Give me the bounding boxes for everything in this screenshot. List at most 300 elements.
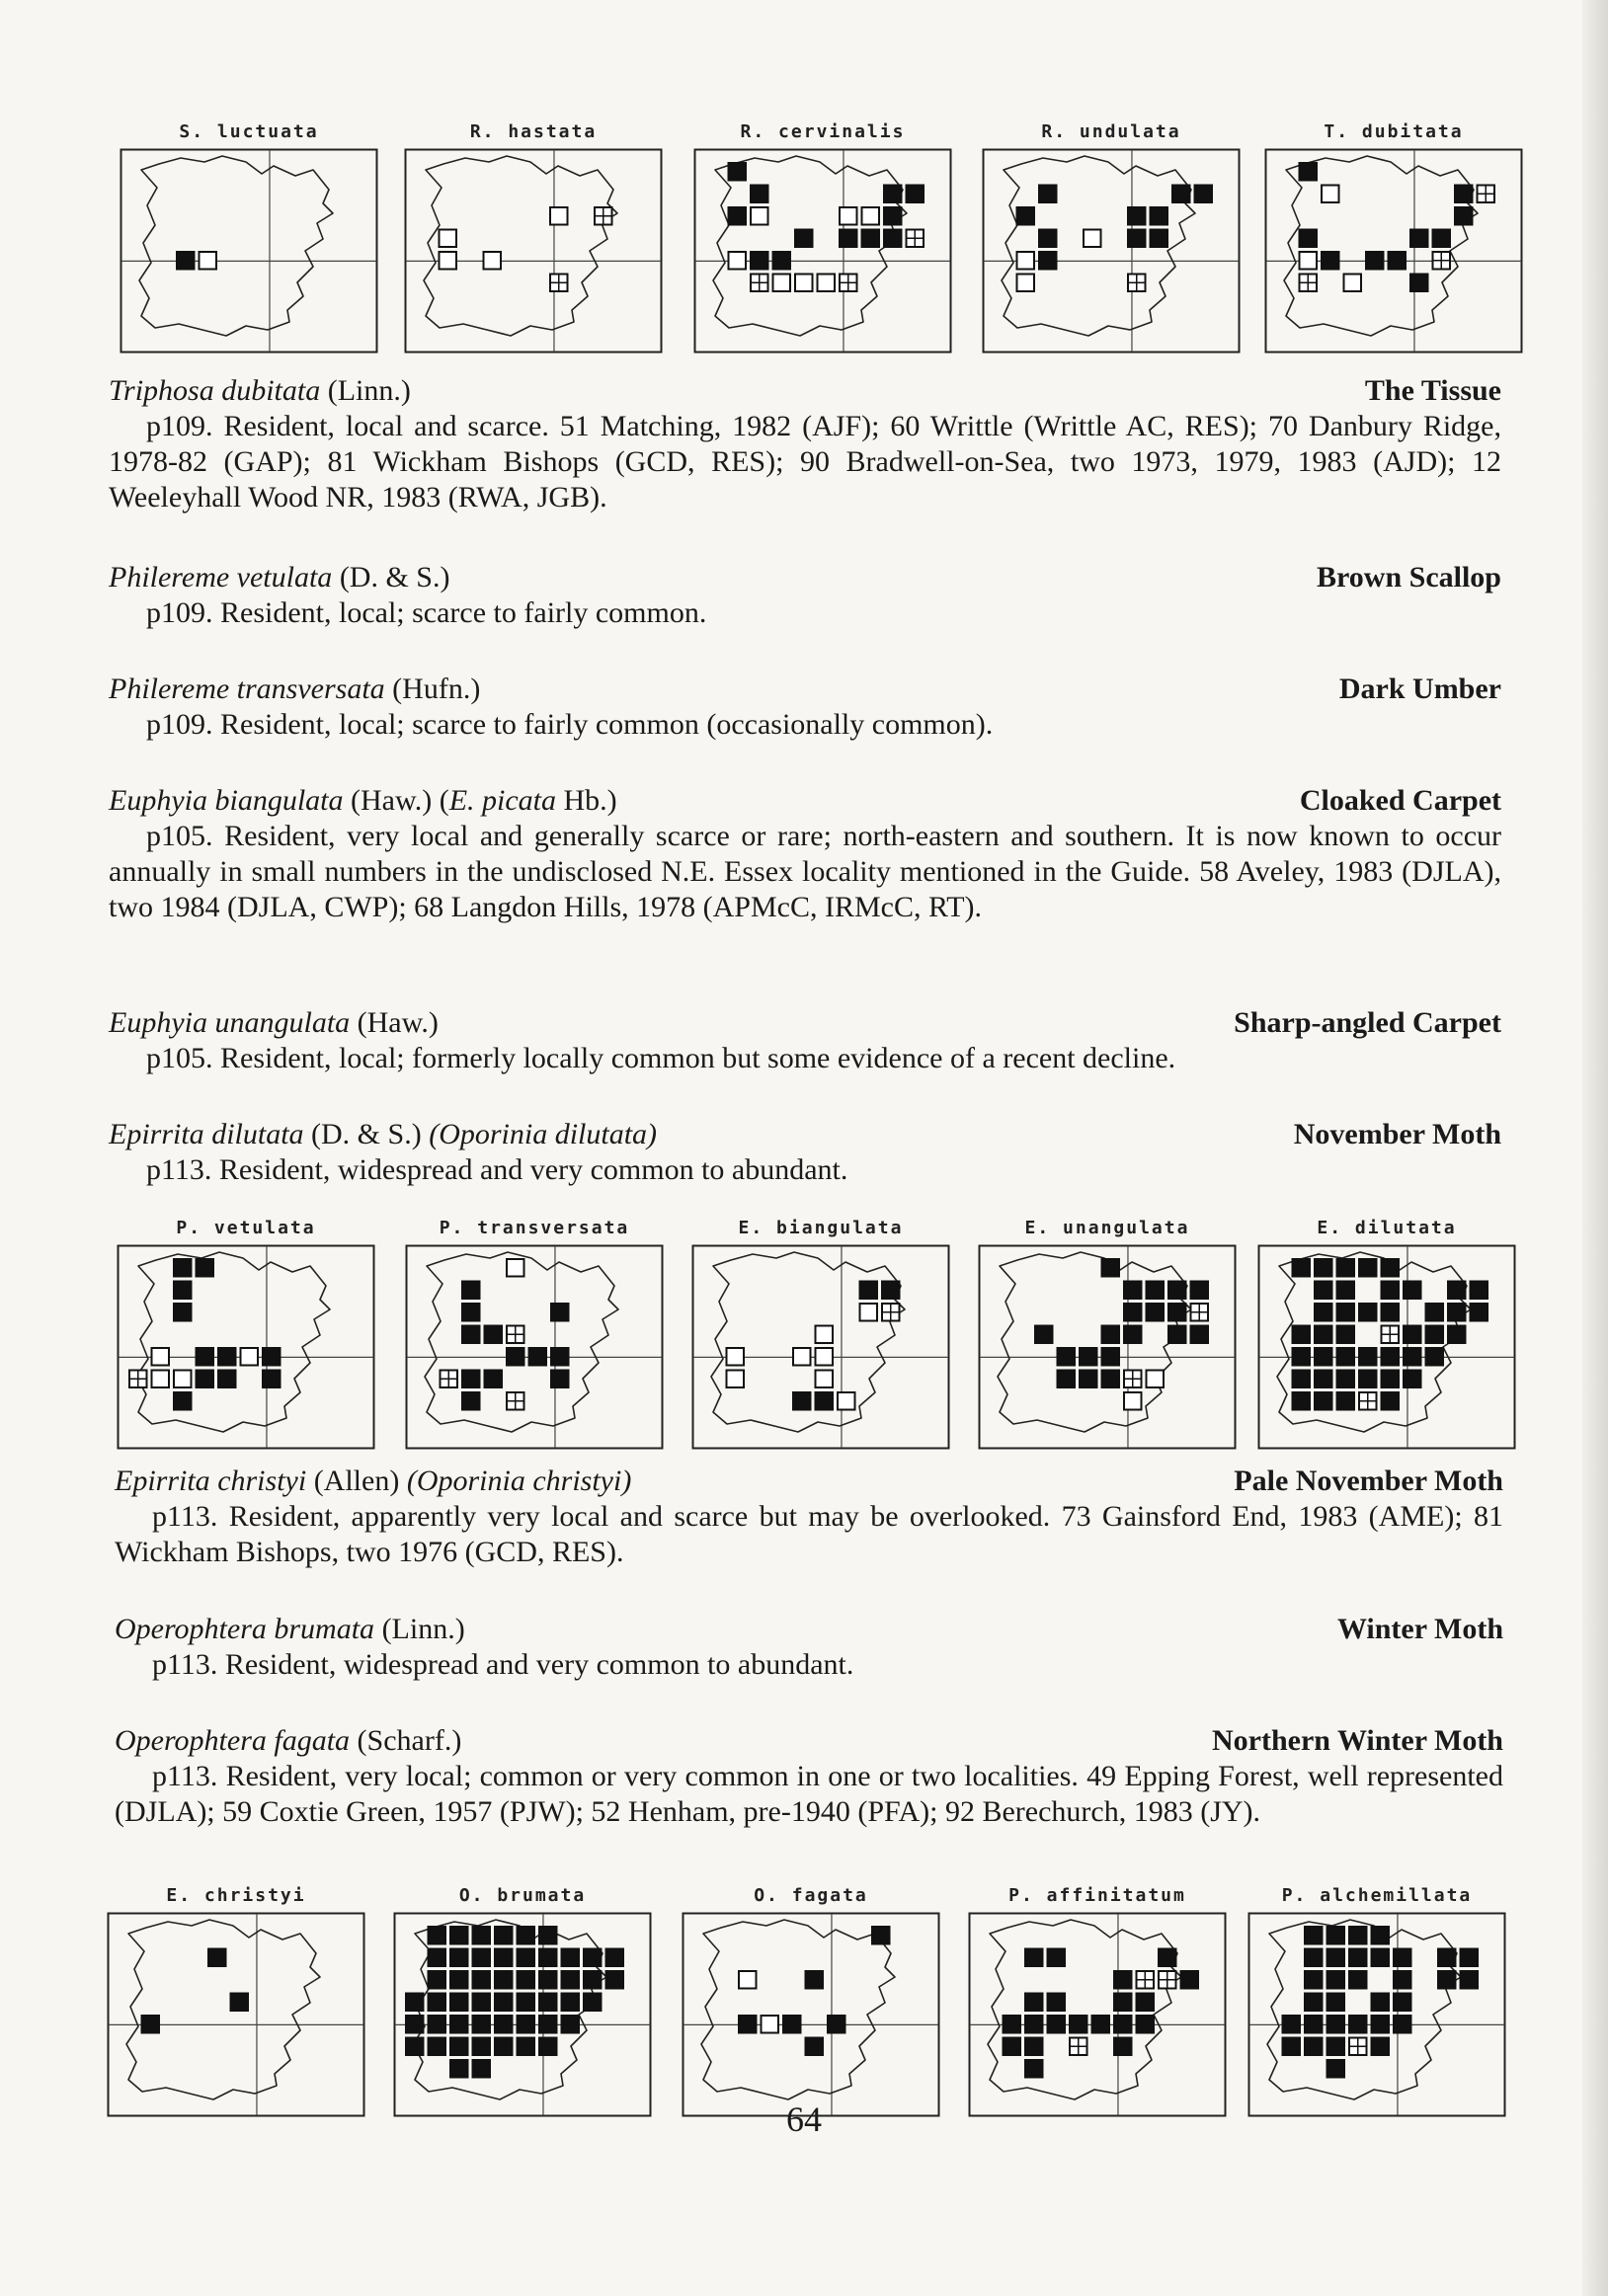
record-square-filled bbox=[1381, 1347, 1401, 1367]
distribution-map bbox=[1264, 120, 1523, 357]
record-square-filled bbox=[1348, 2015, 1368, 2034]
essex-map bbox=[404, 148, 663, 354]
record-square-open bbox=[1017, 252, 1035, 270]
authority: (Hufn.) bbox=[392, 673, 481, 705]
record-square-filled bbox=[1101, 1370, 1121, 1389]
record-square-open bbox=[1017, 275, 1035, 292]
record-square-filled bbox=[871, 1926, 891, 1945]
distribution-map bbox=[393, 1884, 652, 2121]
record-square-open bbox=[1300, 252, 1318, 270]
species: transversata bbox=[236, 673, 385, 705]
species: dubitata bbox=[221, 374, 321, 407]
record-square-filled bbox=[1003, 2015, 1022, 2034]
authority: (Haw.) bbox=[351, 784, 433, 817]
map-label: R. cervinalis bbox=[740, 121, 906, 142]
record-square-filled bbox=[484, 1325, 504, 1345]
record-square-filled bbox=[1321, 251, 1340, 271]
record-square-filled bbox=[1460, 1948, 1480, 1968]
genus: Euphyia bbox=[109, 784, 207, 817]
common-name: Pale November Moth bbox=[1234, 1465, 1503, 1497]
record-square-filled bbox=[883, 206, 903, 226]
record-square-open bbox=[818, 275, 836, 292]
synonym: (Oporinia dilutata) bbox=[429, 1118, 658, 1150]
species-entry bbox=[109, 1005, 1501, 1076]
record-square-filled bbox=[428, 1948, 447, 1968]
record-square-filled bbox=[1358, 1303, 1378, 1322]
record-square-filled bbox=[517, 1948, 536, 1968]
record-square-filled bbox=[1024, 2015, 1044, 2034]
record-square-filled bbox=[839, 229, 858, 249]
entry-text: p105. Resident, very local and generally scarce or rare; north-eastern and southern. It is now known to occur annually in small numbers in the undisclosed N.E. Essex locality mentioned in the Guide. 58 Aveley, 1983 (DJLA), two 1984 (DJLA, CWP); 68 Langdon Hills, 1978 (APMcC, IRMcC, RT). bbox=[109, 820, 1501, 923]
record-square-filled bbox=[472, 2037, 492, 2057]
distribution-map bbox=[968, 1884, 1227, 2121]
record-square-filled bbox=[1388, 251, 1407, 271]
scientific-name bbox=[115, 1723, 461, 1759]
record-square-filled bbox=[1327, 2059, 1346, 2079]
record-square-filled bbox=[1348, 1926, 1368, 1945]
record-square-filled bbox=[207, 1948, 227, 1968]
record-square-filled bbox=[1403, 1370, 1422, 1389]
record-square-filled bbox=[506, 1347, 525, 1367]
record-square-filled bbox=[1336, 1370, 1356, 1389]
record-square-open bbox=[739, 1971, 757, 1989]
map-label: P. alchemillata bbox=[1281, 1885, 1473, 1906]
common-name: Brown Scallop bbox=[1317, 561, 1501, 594]
record-square-filled bbox=[1393, 1993, 1412, 2013]
entry-text: p109. Resident, local and scarce. 51 Matching, 1982 (AJF); 60 Writtle (Writtle AC, RES); 70 Danbury Ridge, 1978-82 (GAP); 81 Wickham Bishops (GCD, RES); 90 Bradwell-on-Sea, two 1973, 1979, 1983 (AJD); 12 Weeleyhall Wood NR, 1983 (RWA, JGB). bbox=[109, 410, 1501, 514]
record-square-filled bbox=[428, 1926, 447, 1945]
record-square-filled bbox=[605, 1948, 625, 1968]
record-square-filled bbox=[772, 251, 792, 271]
distribution-map bbox=[1247, 1884, 1506, 2121]
record-square-filled bbox=[1101, 1325, 1121, 1345]
common-name: The Tissue bbox=[1364, 374, 1501, 407]
scientific-name bbox=[115, 1464, 631, 1499]
record-square-filled bbox=[1314, 1391, 1333, 1411]
map-label: R. hastata bbox=[469, 121, 598, 142]
record-square-open bbox=[484, 252, 502, 270]
record-square-open bbox=[729, 252, 747, 270]
record-square-filled bbox=[405, 1993, 425, 2013]
record-square-filled bbox=[1136, 2015, 1156, 2034]
species-entry bbox=[109, 560, 1501, 631]
essex-map bbox=[393, 1912, 652, 2117]
record-square-filled bbox=[1381, 1281, 1401, 1301]
scientific-name bbox=[109, 672, 480, 707]
record-square-filled bbox=[1409, 229, 1429, 249]
record-square-filled bbox=[1327, 2037, 1346, 2057]
record-square-filled bbox=[494, 1993, 514, 2013]
record-square-filled bbox=[517, 1970, 536, 1990]
record-square-filled bbox=[1336, 1281, 1356, 1301]
record-square-filled bbox=[1127, 206, 1147, 226]
record-square-filled bbox=[449, 2015, 469, 2034]
record-square-filled bbox=[1425, 1347, 1445, 1367]
record-square-filled bbox=[1409, 274, 1429, 293]
record-square-filled bbox=[538, 1970, 558, 1990]
essex-map bbox=[117, 1244, 375, 1450]
record-square-filled bbox=[738, 2015, 758, 2034]
record-square-filled bbox=[750, 251, 769, 271]
map-row-3 bbox=[0, 1884, 1608, 2121]
record-square-open bbox=[550, 207, 568, 225]
essex-map bbox=[978, 1244, 1237, 1450]
record-square-filled bbox=[472, 1948, 492, 1968]
record-square-filled bbox=[472, 1926, 492, 1945]
record-square-filled bbox=[1447, 1281, 1467, 1301]
record-square-filled bbox=[1336, 1303, 1356, 1322]
record-square-filled bbox=[1047, 2015, 1067, 2034]
record-square-open bbox=[152, 1348, 170, 1366]
record-square-filled bbox=[1123, 1303, 1143, 1322]
record-square-filled bbox=[1358, 1370, 1378, 1389]
map-label: P. affinitatum bbox=[1008, 1885, 1186, 1906]
record-square-filled bbox=[1304, 1993, 1324, 2013]
common-name: Cloaked Carpet bbox=[1299, 784, 1501, 817]
species: dilutata bbox=[211, 1118, 304, 1150]
record-square-filled bbox=[1327, 1948, 1346, 1968]
record-square-filled bbox=[1038, 185, 1058, 204]
map-label: E. christyi bbox=[166, 1885, 306, 1906]
record-square-filled bbox=[1393, 1970, 1412, 1990]
distribution-map bbox=[691, 1217, 950, 1454]
essex-map bbox=[682, 1912, 940, 2117]
record-square-filled bbox=[196, 1370, 215, 1389]
record-square-filled bbox=[1113, 1970, 1133, 1990]
common-name: November Moth bbox=[1293, 1118, 1501, 1150]
record-square-filled bbox=[1299, 229, 1319, 249]
record-square-filled bbox=[494, 2015, 514, 2034]
genus: Operophtera bbox=[115, 1613, 267, 1645]
record-square-filled bbox=[883, 185, 903, 204]
authority: (Scharf.) bbox=[357, 1724, 462, 1757]
record-square-filled bbox=[1336, 1258, 1356, 1278]
record-square-filled bbox=[728, 206, 748, 226]
record-square-filled bbox=[728, 162, 748, 182]
entry-text: p109. Resident, local; scarce to fairly common (occasionally common). bbox=[146, 708, 994, 741]
distribution-map bbox=[982, 120, 1241, 357]
essex-map bbox=[691, 1244, 950, 1450]
record-square-filled bbox=[1069, 2015, 1088, 2034]
record-square-filled bbox=[449, 2037, 469, 2057]
distribution-map bbox=[1257, 1217, 1516, 1454]
record-square-filled bbox=[538, 1993, 558, 2013]
record-square-open bbox=[816, 1348, 834, 1366]
record-square-open bbox=[1322, 186, 1339, 203]
record-square-filled bbox=[1437, 1948, 1457, 1968]
record-square-open bbox=[200, 252, 217, 270]
record-square-filled bbox=[805, 1970, 825, 1990]
record-square-filled bbox=[461, 1303, 481, 1322]
genus: Epirrita bbox=[109, 1118, 204, 1150]
record-square-open bbox=[862, 207, 880, 225]
record-square-filled bbox=[815, 1391, 835, 1411]
record-square-filled bbox=[173, 1303, 193, 1322]
authority: (Haw.) bbox=[357, 1006, 439, 1039]
synonym: E. picata bbox=[448, 784, 556, 817]
essex-map bbox=[968, 1912, 1227, 2117]
essex-map bbox=[982, 148, 1241, 354]
record-square-filled bbox=[1146, 1281, 1166, 1301]
record-square-filled bbox=[449, 1926, 469, 1945]
record-square-filled bbox=[906, 185, 925, 204]
record-square-filled bbox=[538, 1948, 558, 1968]
record-square-filled bbox=[449, 1993, 469, 2013]
record-square-filled bbox=[1403, 1325, 1422, 1345]
record-square-filled bbox=[561, 1948, 581, 1968]
county-outline bbox=[1267, 1920, 1461, 2099]
map-label: E. unangulata bbox=[1024, 1218, 1190, 1238]
species-entry bbox=[109, 373, 1501, 515]
county-outline bbox=[139, 156, 333, 336]
record-square-filled bbox=[461, 1391, 481, 1411]
record-square-filled bbox=[1171, 185, 1191, 204]
scientific-name bbox=[115, 1612, 465, 1647]
record-square-filled bbox=[1432, 229, 1452, 249]
record-square-filled bbox=[881, 1281, 901, 1301]
record-square-filled bbox=[1460, 1970, 1480, 1990]
record-square-filled bbox=[1304, 2015, 1324, 2034]
record-square-open bbox=[762, 2016, 779, 2033]
record-square-open bbox=[152, 1371, 170, 1388]
record-square-filled bbox=[484, 1370, 504, 1389]
record-square-open bbox=[174, 1371, 192, 1388]
record-square-filled bbox=[1158, 1948, 1177, 1968]
record-square-filled bbox=[1447, 1325, 1467, 1345]
genus: Operophtera bbox=[115, 1724, 267, 1757]
map-label: P. transversata bbox=[439, 1218, 630, 1238]
record-square-filled bbox=[472, 2015, 492, 2034]
species: christyi bbox=[217, 1465, 307, 1497]
record-square-filled bbox=[1348, 1948, 1368, 1968]
record-square-filled bbox=[550, 1303, 570, 1322]
species: fagata bbox=[274, 1724, 351, 1757]
record-square-filled bbox=[1038, 251, 1058, 271]
record-square-filled bbox=[1024, 1993, 1044, 2013]
map-frame bbox=[683, 1914, 939, 2116]
common-name: Dark Umber bbox=[1338, 673, 1501, 705]
record-square-filled bbox=[1314, 1347, 1333, 1367]
record-square-filled bbox=[461, 1370, 481, 1389]
record-square-filled bbox=[883, 229, 903, 249]
record-square-filled bbox=[517, 1993, 536, 2013]
record-square-filled bbox=[583, 1970, 603, 1990]
record-square-filled bbox=[428, 1993, 447, 2013]
record-square-filled bbox=[1190, 1281, 1210, 1301]
essex-map bbox=[107, 1912, 365, 2117]
record-square-open bbox=[773, 275, 791, 292]
record-square-filled bbox=[1180, 1970, 1200, 1990]
record-square-filled bbox=[230, 1993, 250, 2013]
record-square-filled bbox=[428, 2015, 447, 2034]
record-square-filled bbox=[1167, 1303, 1187, 1322]
record-square-open bbox=[1084, 230, 1101, 248]
record-square-filled bbox=[1292, 1347, 1312, 1367]
map-row-2 bbox=[0, 1217, 1608, 1454]
distribution-map bbox=[693, 120, 952, 357]
county-outline bbox=[998, 1252, 1191, 1432]
essex-map bbox=[1247, 1912, 1506, 2117]
record-square-filled bbox=[1003, 2037, 1022, 2057]
map-label: O. fagata bbox=[754, 1885, 868, 1906]
record-square-open bbox=[816, 1371, 834, 1388]
record-square-filled bbox=[1304, 1970, 1324, 1990]
county-outline bbox=[126, 1920, 320, 2099]
record-square-filled bbox=[1047, 1993, 1067, 2013]
record-square-filled bbox=[561, 1993, 581, 2013]
record-square-filled bbox=[176, 251, 196, 271]
species-entry bbox=[109, 783, 1501, 925]
species: brumata bbox=[274, 1613, 375, 1645]
record-square-filled bbox=[1314, 1281, 1333, 1301]
record-square-filled bbox=[1425, 1303, 1445, 1322]
record-square-filled bbox=[1314, 1258, 1333, 1278]
record-square-filled bbox=[750, 185, 769, 204]
record-square-filled bbox=[1358, 1258, 1378, 1278]
record-square-filled bbox=[583, 1948, 603, 1968]
record-square-filled bbox=[528, 1347, 548, 1367]
record-square-filled bbox=[1437, 1970, 1457, 1990]
scientific-name: Euphyia biangulata (Haw.) (E. picata Hb.) bbox=[109, 784, 617, 817]
record-square-filled bbox=[1304, 2037, 1324, 2057]
record-square-filled bbox=[1194, 185, 1214, 204]
record-square-filled bbox=[1150, 229, 1169, 249]
record-square-filled bbox=[1327, 1926, 1346, 1945]
record-square-open bbox=[241, 1348, 259, 1366]
distribution-map bbox=[978, 1217, 1237, 1454]
authority: (D. & S.) bbox=[339, 561, 450, 594]
genus: Epirrita bbox=[115, 1465, 210, 1497]
record-square-filled bbox=[1167, 1325, 1187, 1345]
record-square-open bbox=[795, 275, 813, 292]
record-square-filled bbox=[1146, 1303, 1166, 1322]
record-square-filled bbox=[1314, 1303, 1333, 1322]
record-square-filled bbox=[538, 1926, 558, 1945]
record-square-filled bbox=[1327, 1970, 1346, 1990]
page-number: 64 bbox=[786, 2099, 822, 2139]
record-square-filled bbox=[861, 229, 881, 249]
authority: (Linn.) bbox=[381, 1613, 465, 1645]
species-entry bbox=[115, 1612, 1503, 1683]
county-outline bbox=[701, 1920, 895, 2099]
species-entry bbox=[115, 1464, 1503, 1570]
record-square-filled bbox=[583, 1993, 603, 2013]
record-square-filled bbox=[173, 1391, 193, 1411]
record-square-filled bbox=[538, 2037, 558, 2057]
record-square-filled bbox=[550, 1347, 570, 1367]
scientific-name bbox=[109, 1117, 657, 1152]
county-outline bbox=[136, 1252, 330, 1432]
entry-text: p105. Resident, local; formerly locally common but some evidence of a recent decline. bbox=[146, 1042, 1176, 1074]
record-square-open bbox=[860, 1304, 878, 1321]
record-square-filled bbox=[428, 1970, 447, 1990]
record-square-filled bbox=[561, 2015, 581, 2034]
record-square-filled bbox=[1299, 162, 1319, 182]
distribution-map bbox=[120, 120, 378, 357]
record-square-filled bbox=[1447, 1303, 1467, 1322]
record-square-filled bbox=[1454, 206, 1474, 226]
record-square-filled bbox=[1282, 2015, 1302, 2034]
essex-map bbox=[405, 1244, 664, 1450]
essex-map bbox=[693, 148, 952, 354]
record-square-filled bbox=[1393, 1948, 1412, 1968]
record-square-filled bbox=[472, 2059, 492, 2079]
record-square-filled bbox=[472, 1993, 492, 2013]
record-square-filled bbox=[782, 2015, 802, 2034]
scientific-name bbox=[109, 1005, 439, 1041]
record-square-filled bbox=[1024, 1948, 1044, 1968]
record-square-open bbox=[1147, 1371, 1165, 1388]
record-square-open bbox=[507, 1259, 524, 1277]
record-square-filled bbox=[217, 1347, 237, 1367]
record-square-filled bbox=[428, 2037, 447, 2057]
record-square-open bbox=[440, 230, 457, 248]
record-square-filled bbox=[1292, 1325, 1312, 1345]
entry-text: p113. Resident, apparently very local and scarce but may be overlooked. 73 Gainsford End, 1983 (AME); 81 Wickham Bishops, two 1976 (GCD, RES). bbox=[115, 1500, 1503, 1568]
scientific-name bbox=[109, 560, 449, 595]
map-label: T. dubitata bbox=[1324, 121, 1464, 142]
record-square-open bbox=[793, 1348, 811, 1366]
distribution-map bbox=[405, 1217, 664, 1454]
record-square-filled bbox=[1024, 2059, 1044, 2079]
scientific-name bbox=[109, 373, 411, 409]
record-square-filled bbox=[1470, 1303, 1489, 1322]
species: unangulata bbox=[214, 1006, 351, 1039]
record-square-filled bbox=[173, 1281, 193, 1301]
record-square-filled bbox=[561, 1970, 581, 1990]
record-square-open bbox=[816, 1326, 834, 1344]
record-square-filled bbox=[1381, 1391, 1401, 1411]
record-square-filled bbox=[1327, 2015, 1346, 2034]
map-label: E. biangulata bbox=[738, 1218, 904, 1238]
record-square-filled bbox=[1292, 1370, 1312, 1389]
entry-text: p113. Resident, widespread and very common to abundant. bbox=[152, 1648, 854, 1681]
record-square-filled bbox=[1454, 185, 1474, 204]
record-square-filled bbox=[1403, 1347, 1422, 1367]
map-frame bbox=[121, 150, 377, 353]
record-square-filled bbox=[472, 1970, 492, 1990]
record-square-open bbox=[840, 207, 857, 225]
map-label: S. luctuata bbox=[179, 121, 319, 142]
record-square-filled bbox=[1327, 1993, 1346, 2013]
record-square-filled bbox=[550, 1370, 570, 1389]
record-square-filled bbox=[1101, 1347, 1121, 1367]
record-square-filled bbox=[1365, 251, 1385, 271]
record-square-filled bbox=[1113, 2037, 1133, 2057]
map-label: P. vetulata bbox=[176, 1218, 316, 1238]
authority: (Allen) bbox=[313, 1465, 400, 1497]
map-label: O. brumata bbox=[458, 1885, 587, 1906]
record-square-filled bbox=[1167, 1281, 1187, 1301]
record-square-filled bbox=[1371, 1993, 1391, 2013]
genus: Philereme bbox=[109, 561, 230, 594]
essex-map bbox=[1257, 1244, 1516, 1450]
record-square-filled bbox=[494, 1970, 514, 1990]
record-square-filled bbox=[517, 2015, 536, 2034]
entry-text: p109. Resident, local; scarce to fairly common. bbox=[146, 596, 707, 629]
record-square-filled bbox=[449, 1948, 469, 1968]
record-square-open bbox=[440, 252, 457, 270]
record-square-filled bbox=[859, 1281, 879, 1301]
record-square-filled bbox=[1371, 2015, 1391, 2034]
record-square-filled bbox=[1034, 1325, 1054, 1345]
record-square-filled bbox=[1470, 1281, 1489, 1301]
record-square-filled bbox=[1336, 1391, 1356, 1411]
record-square-filled bbox=[461, 1325, 481, 1345]
record-square-filled bbox=[196, 1258, 215, 1278]
record-square-filled bbox=[1371, 1948, 1391, 1968]
record-square-filled bbox=[1336, 1325, 1356, 1345]
